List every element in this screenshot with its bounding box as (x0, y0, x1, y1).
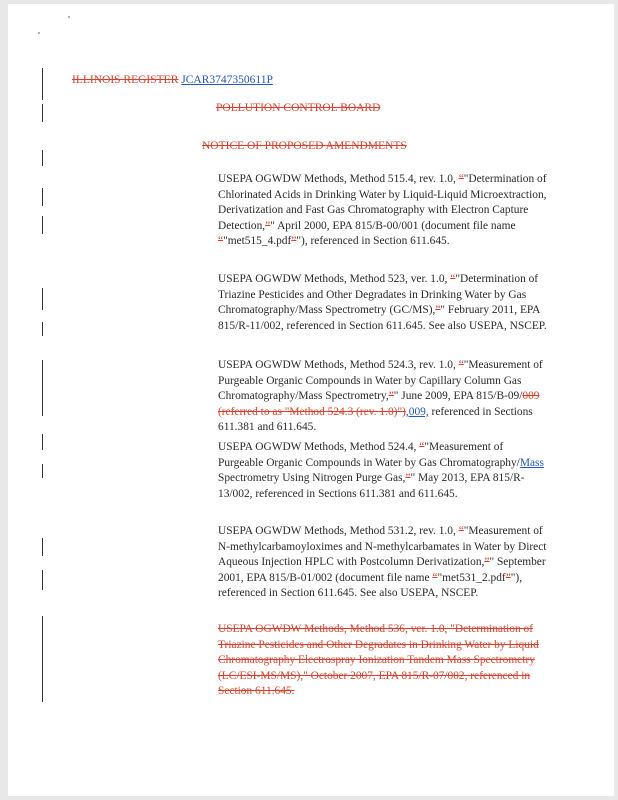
entry-text: "Measurement of Purgeable Organic Compounds in Water by Capillary Column Gas Chromatography/Mass Spectrometry, (218, 359, 543, 403)
change-bar (42, 616, 43, 702)
agency-title: POLLUTION CONTROL BOARD (216, 102, 381, 114)
change-bar (42, 570, 43, 590)
notice-title: NOTICE OF PROPOSED AMENDMENTS (202, 140, 407, 152)
entry-text: "Measurement of N-methylcarbamoyloximes and N-methylcarbamates in Water by Direct Aqueous Injection HPLC with Postcolumn Derivatization, (218, 525, 547, 569)
entry-text: USEPA OGWDW Methods, Method 523, ver. 1.0, (218, 273, 448, 285)
register-code-inserted: JCAR3747350611P (181, 74, 273, 86)
register-header (72, 74, 273, 86)
entry-text: " June 2009, EPA 815/B-09/ (393, 390, 523, 403)
document-page (8, 4, 614, 796)
entry-text: USEPA OGWDW Methods, Method 531.2, rev. 1.0, (218, 525, 456, 537)
entry-text: referenced in Sections 611.381 and 611.645. (218, 405, 533, 434)
change-bar (42, 288, 43, 310)
deleted-quote: ” (291, 235, 297, 248)
change-bar (42, 360, 43, 416)
deleted-quote: “ (419, 441, 425, 453)
deleted-quote: ” (265, 219, 271, 232)
deleted-quote: “ (450, 273, 456, 285)
deleted-quote: ” (388, 390, 394, 403)
deleted-quote: “ (458, 173, 464, 185)
deleted-quote: “ (432, 571, 438, 584)
reference-entry-524-3 (218, 358, 548, 436)
change-bar (42, 216, 43, 234)
entry-text: "), referenced in Section 611.645. See also USEPA, NSCEP. (218, 571, 523, 600)
reference-entry-531-2 (218, 524, 548, 602)
change-bar (42, 104, 43, 122)
change-bar (42, 322, 43, 336)
entry-text: " April 2000, EPA 815/B-00/001 (document file name (270, 219, 516, 232)
deleted-quote: “ (458, 525, 464, 537)
deleted-entry-text: USEPA OGWDW Methods, Method 536, ver. 1.0, "Determination of Triazine Pesticides and Other Degradates in Drinking Water by Liquid Chromatography Electrospray Ionization Tandem Mass Spectrometry (LC/ESI-MS/MS)," October 2007, EPA 815/R-07/002, referenced in Section 611.645. (218, 623, 539, 698)
entry-text: " February 2011, EPA 815/R-11/002, referenced in Section 611.645. See also USEPA, NSCEP. (218, 304, 547, 332)
deleted-quote: ” (405, 472, 411, 485)
entry-text: Spectrometry Using Nitrogen Purge Gas, (218, 472, 406, 485)
entry-text: "met531_2.pdf (437, 571, 506, 584)
deleted-quote: ” (484, 556, 490, 569)
entry-text: USEPA OGWDW Methods, Method 524.3, rev. 1.0, (218, 359, 456, 371)
register-name-deleted: ILLINOIS REGISTER (72, 74, 179, 86)
deleted-quote: “ (458, 359, 464, 371)
entry-text: "met515_4.pdf (223, 235, 292, 248)
entry-text: USEPA OGWDW Methods, Method 515.4, rev. 1.0, (218, 173, 456, 185)
scan-speck (68, 16, 70, 18)
change-bar (42, 434, 43, 450)
inserted-text: Mass (519, 456, 544, 469)
deleted-text: 009 (referred to as "Method 524.3 (rev. 1.0)") (218, 390, 540, 418)
entry-text: USEPA OGWDW Methods, Method 524.4, (218, 441, 420, 453)
reference-entry-524-4 (218, 440, 548, 502)
scan-speck (38, 32, 40, 34)
change-bar (42, 188, 43, 206)
reference-entry-515-4 (218, 172, 548, 250)
reference-entry-536-deleted (218, 622, 548, 700)
change-bar (42, 538, 43, 556)
inserted-text: ,009, (405, 405, 429, 418)
change-bar (42, 464, 43, 478)
deleted-quote: ” (505, 571, 511, 584)
entry-text: "), referenced in Section 611.645. (296, 235, 450, 248)
change-bar (42, 68, 43, 100)
reference-entry-523 (218, 272, 548, 334)
entry-text: " May 2013, EPA 815/R-13/002, referenced in Sections 611.381 and 611.645. (218, 472, 525, 500)
entry-text: "Determination of Chlorinated Acids in Drinking Water by Liquid-Liquid Microextraction, Derivatization and Fast Gas Chromatography with Electron Capture Detection, (218, 173, 547, 232)
entry-text: "Measurement of Purgeable Organic Compounds in Water by Gas Chromatography/ (218, 441, 520, 469)
change-bar (42, 150, 43, 166)
deleted-quote: ” (435, 304, 441, 317)
deleted-quote: “ (218, 235, 224, 248)
entry-text: " September 2001, EPA 815/B-01/002 (document file name (218, 556, 546, 584)
entry-text: "Determination of Triazine Pesticides and Other Degradates in Drinking Water by Gas Chromatography/Mass Spectrometry (GC/MS), (218, 273, 539, 317)
